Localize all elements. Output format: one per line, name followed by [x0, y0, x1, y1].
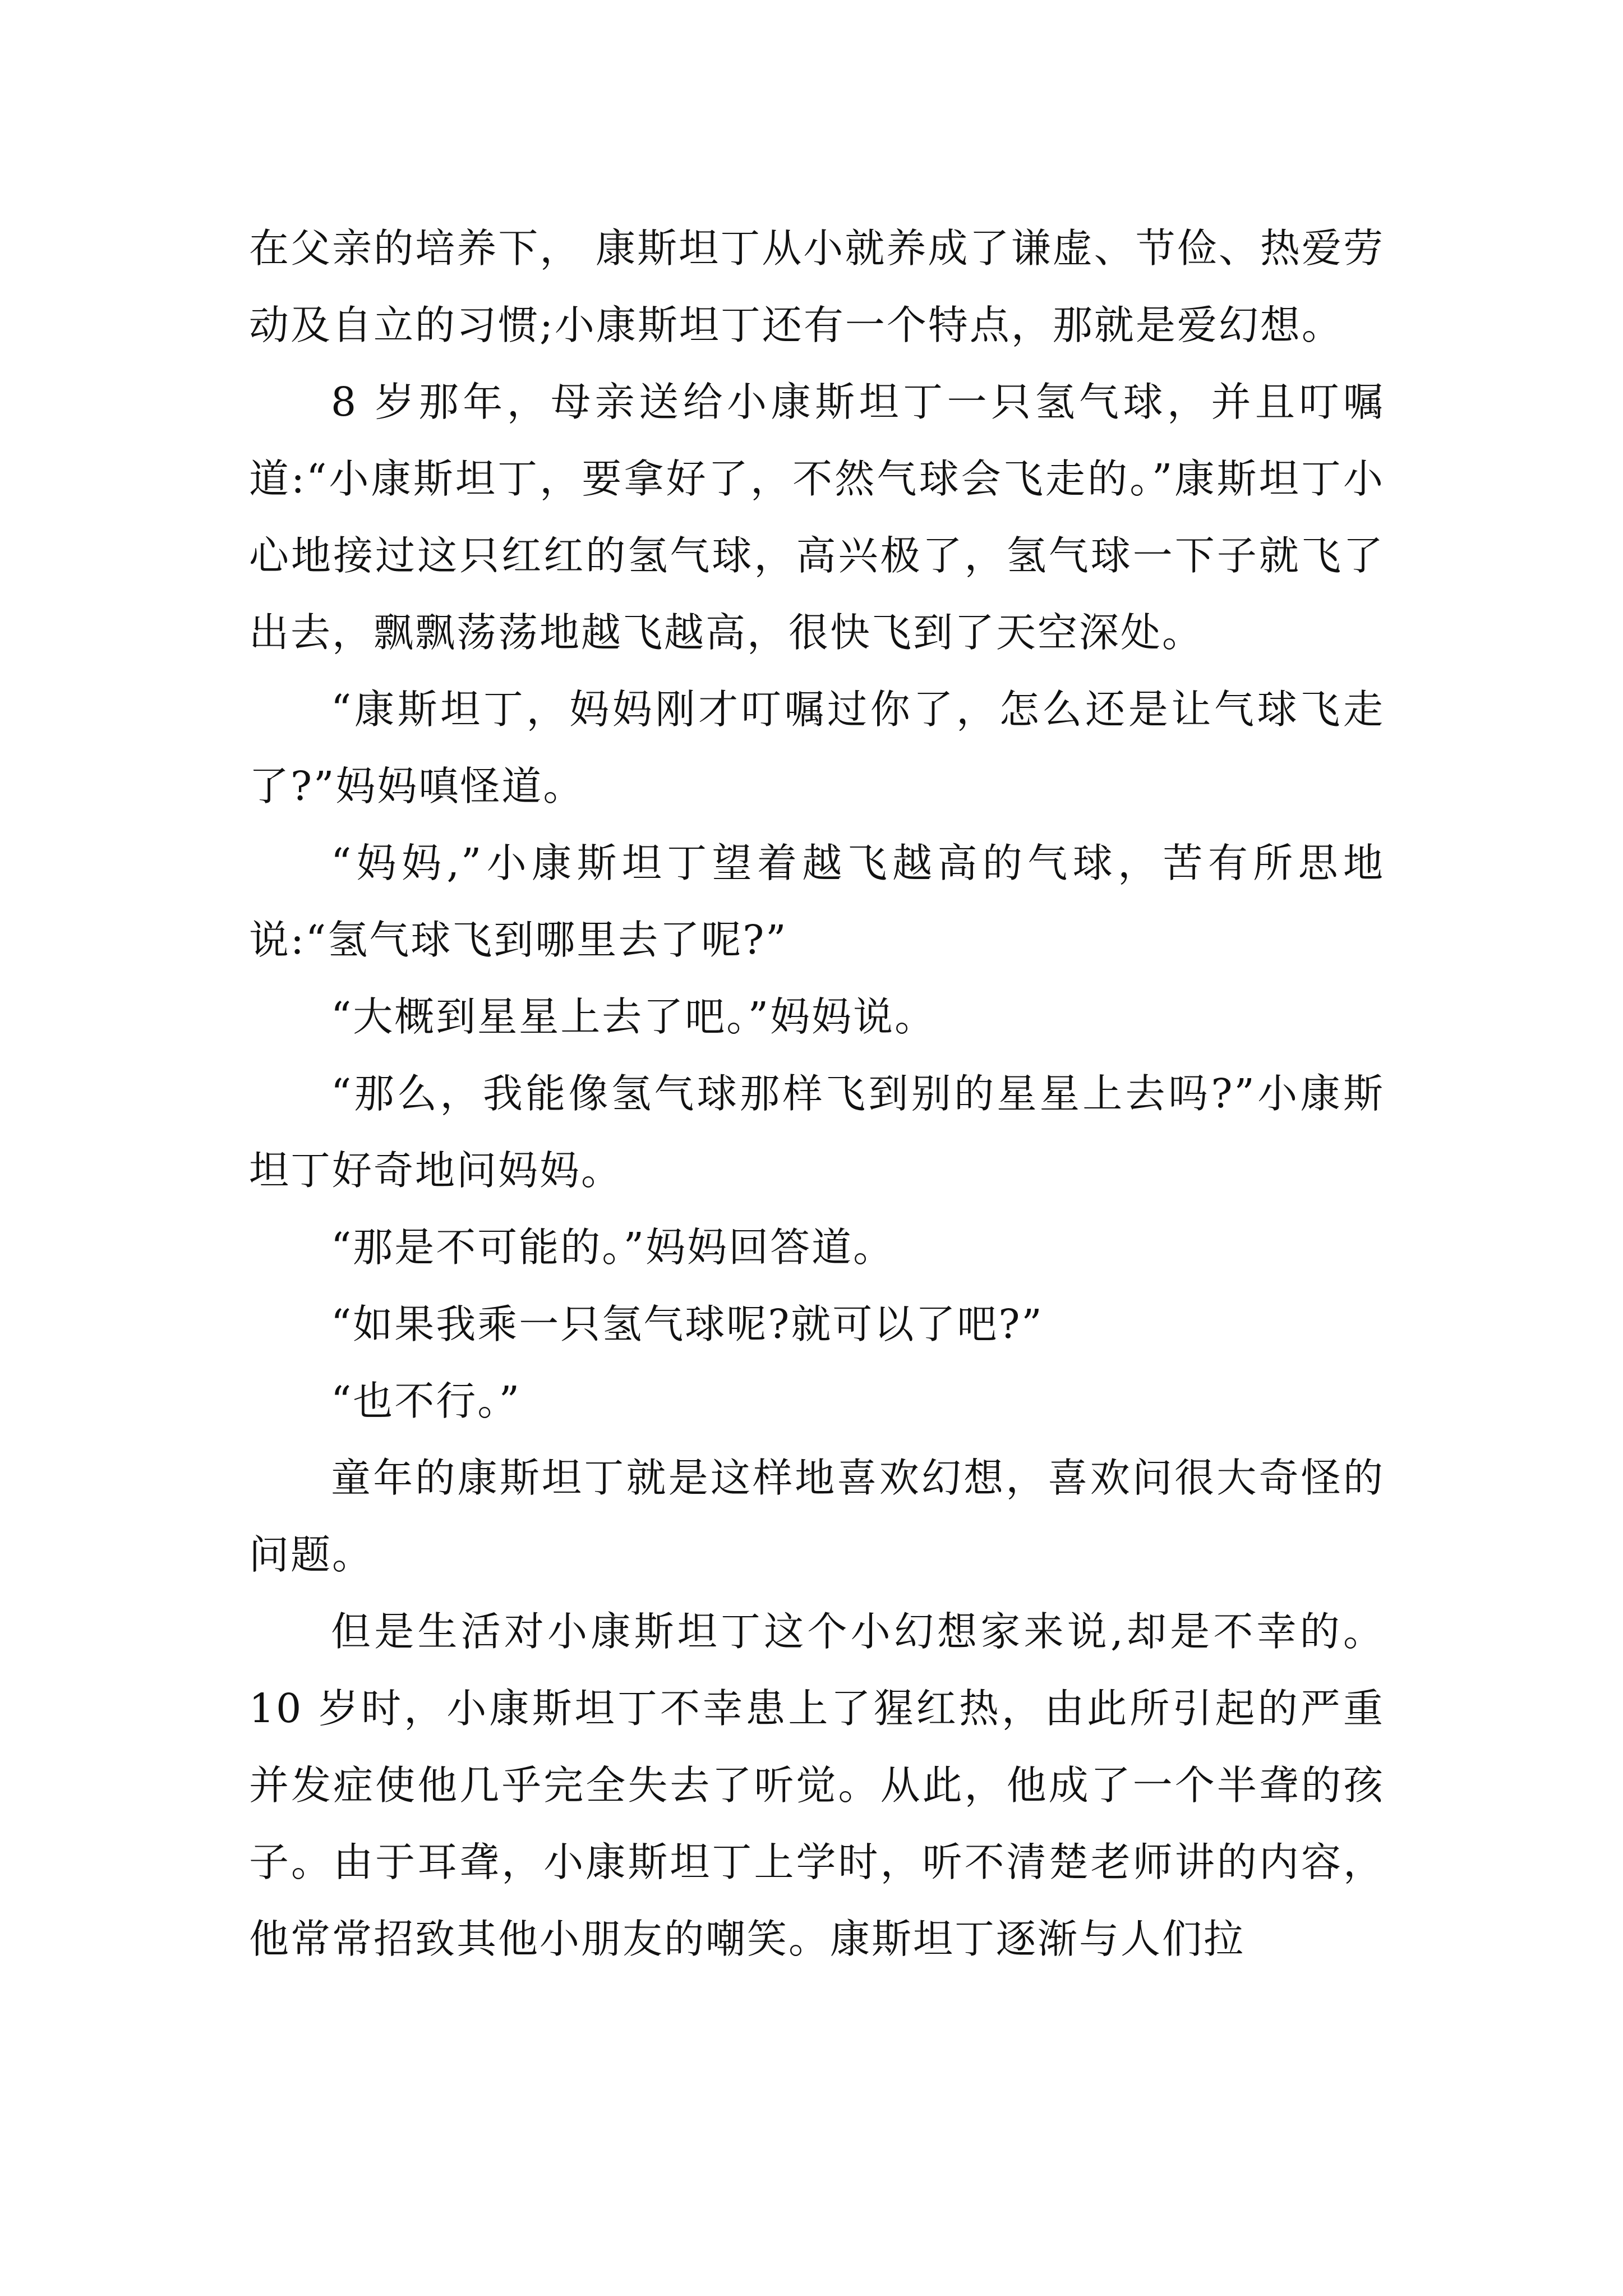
paragraph-2: 8 岁那年，母亲送给小康斯坦丁一只氢气球，并且叮嘱道:“小康斯坦丁，要拿好了，不然气球会飞走的。”康斯坦丁小心地接过这只红红的氢气球，高兴极了，氢气球一下子就飞了出去，飘飘荡荡地越飞越高，很快飞到了天空深处。 [249, 379, 1385, 656]
paragraph-6: “那么，我能像氢气球那样飞到别的星星上去吗?”小康斯坦丁好奇地问妈妈。 [249, 1070, 1385, 1194]
paragraph-8: “如果我乘一只氢气球呢?就可以了吧?” [331, 1301, 1044, 1347]
paragraph-5: “大概到星星上去了吧。”妈妈说。 [331, 993, 937, 1040]
document-body [249, 210, 1385, 1977]
paragraph-9: “也不行。” [331, 1378, 522, 1424]
paragraph-10: 童年的康斯坦丁就是这样地喜欢幻想，喜欢问很大奇怪的问题。 [249, 1455, 1385, 1578]
paragraph-3: “康斯坦丁，妈妈刚才叮嘱过你了，怎么还是让气球飞走了?”妈妈嗔怪道。 [249, 686, 1385, 809]
paragraph-4: “妈妈,”小康斯坦丁望着越飞越高的气球，苦有所思地说:“氢气球飞到哪里去了呢?” [249, 840, 1385, 963]
paragraph-11: 但是生活对小康斯坦丁这个小幻想家来说,却是不幸的。10 岁时，小康斯坦丁不幸患上了猩红热，由此所引起的严重并发症使他几乎完全失去了听觉。从此，他成了一个半聋的孩子。由于耳聋，小康斯坦丁上学时，听不清楚老师讲的内容，他常常招致其他小朋友的嘲笑。康斯坦丁逐渐与人们拉 [249, 1608, 1385, 1962]
paragraph-1: 在父亲的培养下， 康斯坦丁从小就养成了谦虚、节俭、热爱劳动及自立的习惯;小康斯坦丁还有一个特点，那就是爱幻想。 [249, 225, 1385, 348]
paragraph-7: “那是不可能的。”妈妈回答道。 [331, 1224, 895, 1271]
